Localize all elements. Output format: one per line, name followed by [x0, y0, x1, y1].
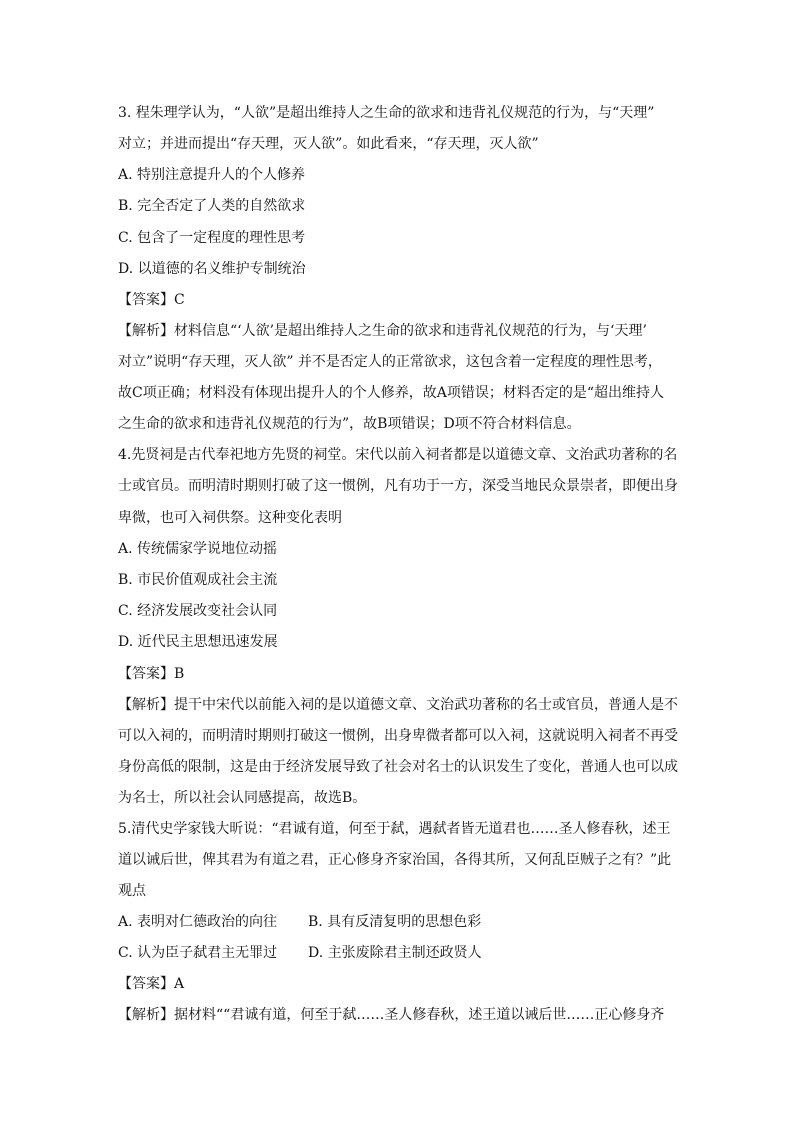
q3-option-a: A. 特别注意提升人的个人修养: [118, 167, 306, 183]
q4-stem-line-1: 4.先贤祠是古代奉祀地方先贤的祠堂。宋代以前入祠者都是以道德文章、文治武功著称的名: [118, 447, 678, 463]
q5-option-a: A. 表明对仁德政治的向往: [118, 914, 278, 930]
q5-answer: 【答案】A: [118, 976, 185, 992]
q4-analysis-line-1: 【解析】提干中宋代以前能入祠的是以道德文章、文治武功著称的名士或官员，普通人是不: [118, 697, 678, 713]
q4-stem-line-2: 士或官员。而明清时期则打破了这一惯例，凡有功于一方，深受当地民众景崇者，即便出身: [118, 478, 678, 494]
q3-answer: 【答案】C: [118, 292, 185, 308]
q3-analysis-line-2: 对立”说明“存天理，灭人欲” 并不是否定人的正常欲求，这包含着一定程度的理性思考，: [118, 354, 662, 370]
q5-option-c: C. 认为臣子弑君主无罪过: [118, 945, 278, 961]
q5-options-row-1: [118, 912, 678, 932]
q5-option-d: D. 主张废除君主制还政贤人: [308, 945, 482, 961]
q3-analysis-line-3: 故C项正确；材料没有体现出提升人的个人修养，故A项错误；材料否定的是“超出维持人: [118, 385, 664, 401]
q3-stem-line-2: 对立；并进而提出“存天理，灭人欲”。如此看来，“存天理，灭人欲”: [118, 136, 539, 152]
q3-option-d: D. 以道德的名义维护专制统治: [118, 261, 306, 277]
q3-option-b: B. 完全否定了人类的自然欲求: [118, 198, 306, 214]
q5-stem-line-2: 道以诫后世，俾其君为有道之君，正心修身齐家治国，各得其所，又何乱臣贼子之有？”此: [118, 852, 672, 868]
q4-option-a: A. 传统儒家学说地位动摇: [118, 541, 278, 557]
q5-stem-line-3: 观点: [118, 883, 146, 899]
q4-analysis-line-2: 可以入祠的，而明清时期则打破这一惯例，出身卑微者都可以入祠，这就说明入祠者不再受: [118, 728, 678, 744]
q5-analysis-line-1: 【解析】据材料““君诚有道，何至于弑……圣人修春秋，述王道以诫后世……正心修身齐: [118, 1007, 665, 1023]
q4-stem-line-3: 卑微，也可入祠供祭。这种变化表明: [118, 510, 342, 526]
q5-option-b: B. 具有反清复明的思想色彩: [308, 914, 482, 930]
q3-analysis-line-4: 之生命的欲求和违背礼仪规范的行为”，故B项错误；D项不符合材料信息。: [118, 416, 581, 432]
q3-stem-line-1: 3. 程朱理学认为，“人欲”是超出维持人之生命的欲求和违背礼仪规范的行为，与“天理”: [118, 105, 655, 121]
q5-stem-line-1: 5.清代史学家钱大昕说：“君诚有道，何至于弑，遇弑者皆无道君也……圣人修春秋，述王: [118, 821, 671, 837]
q4-analysis-line-3: 身份高低的限制，这是由于经济发展导致了社会对名士的认识发生了变化，普通人也可以成: [118, 759, 678, 775]
q3-analysis-line-1: 【解析】材料信息“‘人欲’是超出维持人之生命的欲求和违背礼仪规范的行为，与‘天理’: [118, 323, 647, 339]
q4-analysis-line-4: 为名士，所以社会认同感提高，故选B。: [118, 790, 367, 806]
q4-option-c: C. 经济发展改变社会认同: [118, 603, 278, 619]
q5-options-row-2: [118, 943, 678, 963]
q4-option-b: B. 市民价值观成社会主流: [118, 572, 278, 588]
q3-option-c: C. 包含了一定程度的理性思考: [118, 230, 306, 246]
q4-answer: 【答案】B: [118, 666, 185, 682]
q4-option-d: D. 近代民主思想迅速发展: [118, 634, 278, 650]
